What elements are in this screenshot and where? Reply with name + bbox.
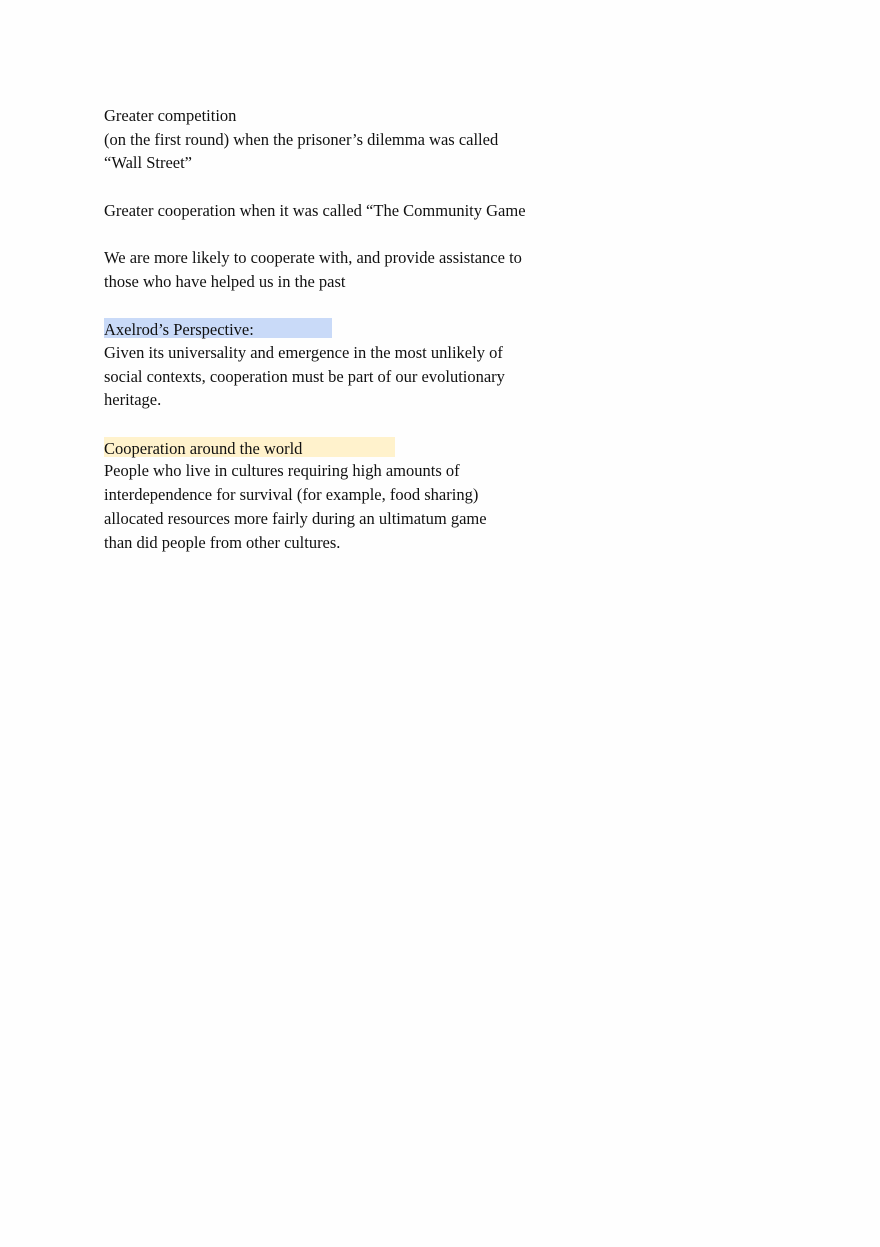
paragraph-cooperation (104, 199, 574, 223)
paragraph-spacer (104, 175, 574, 199)
highlighted-heading-cooperation-world: Cooperation around the world (104, 437, 395, 457)
text-line: heritage. (104, 390, 162, 410)
document-body (104, 104, 574, 554)
section-axelrod (104, 318, 574, 412)
paragraph-spacer (104, 294, 574, 318)
text-line: social contexts, cooperation must be part of our evolutionary (104, 366, 505, 386)
highlighted-heading-axelrod: Axelrod’s Perspective: (104, 318, 332, 338)
text-line: Greater competition (104, 106, 237, 125)
text-line: than did people from other cultures. (104, 532, 341, 552)
text-line: Greater cooperation when it was called “The Community Game (104, 200, 526, 220)
text-line: Given its universality and emergence in the most unlikely of (104, 342, 503, 362)
paragraph-spacer (104, 412, 574, 436)
paragraph-reciprocity (104, 246, 574, 293)
paragraph-competition (104, 104, 574, 175)
paragraph-spacer (104, 223, 574, 247)
text-line: (on the first round) when the prisoner’s dilemma was called (104, 129, 499, 149)
text-line: People who live in cultures requiring high amounts of (104, 461, 460, 481)
text-line: “Wall Street” (104, 153, 193, 173)
text-line: those who have helped us in the past (104, 271, 346, 291)
text-line: interdependence for survival (for example, food sharing) (104, 485, 479, 505)
text-line: allocated resources more fairly during an ultimatum game (104, 508, 487, 528)
text-line: We are more likely to cooperate with, and provide assistance to (104, 248, 522, 268)
section-cooperation-world (104, 437, 574, 555)
